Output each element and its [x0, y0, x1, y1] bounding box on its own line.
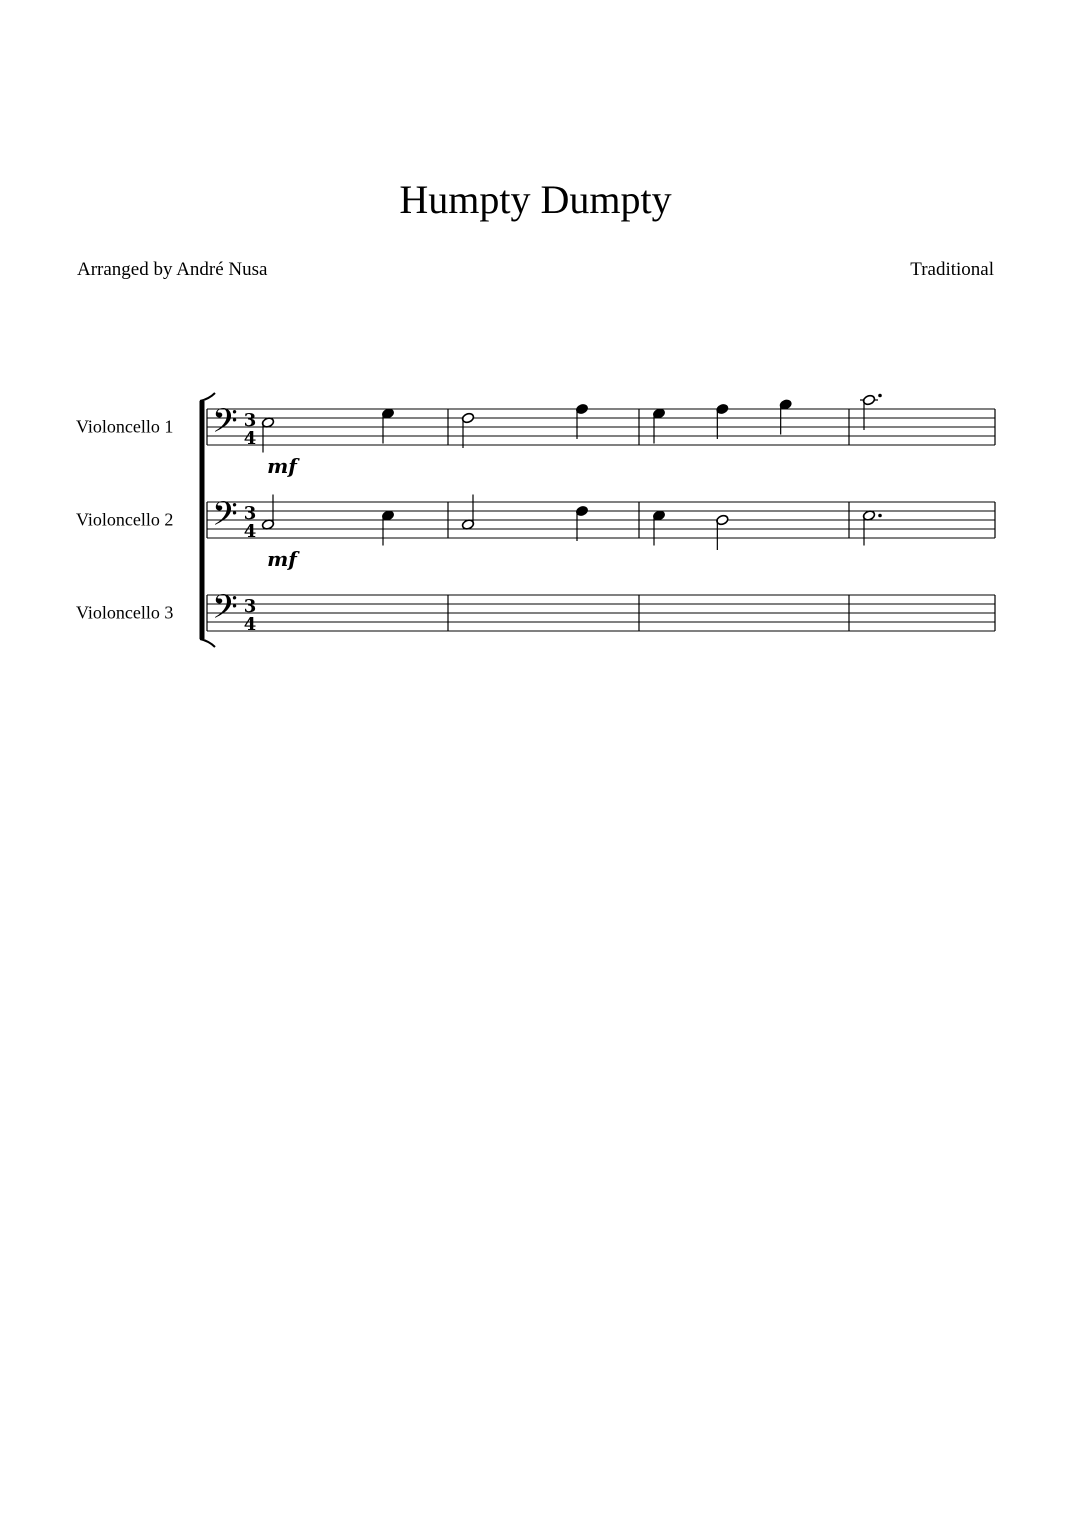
instrument-name: Violoncello 1 [76, 416, 174, 437]
bass-clef-icon: 𝄢 [212, 495, 238, 542]
time-signature-bottom: 4 [243, 521, 257, 543]
score-title: Humpty Dumpty [399, 177, 672, 222]
time-signature-top: 3 [243, 410, 257, 432]
bracket-top-hook [200, 393, 215, 401]
staff-1 [76, 394, 995, 478]
time-signature-top: 3 [243, 596, 257, 618]
time-signature-bottom: 4 [243, 614, 257, 636]
staff-2 [76, 495, 995, 572]
arranger-credit: Arranged by André Nusa [77, 259, 268, 280]
bracket-bottom-hook [200, 639, 215, 647]
augmentation-dot [878, 394, 882, 398]
bass-clef-icon: 𝄢 [212, 402, 238, 449]
system-1 [76, 393, 995, 647]
dynamic-marking: mf [267, 547, 297, 571]
composer-credit: Traditional [910, 259, 994, 280]
staff-3 [76, 589, 995, 635]
bass-clef-icon: 𝄢 [212, 588, 238, 635]
time-signature-bottom: 4 [243, 428, 257, 450]
dynamic-marking: mf [267, 454, 297, 478]
instrument-name: Violoncello 3 [76, 602, 174, 623]
instrument-name: Violoncello 2 [76, 509, 174, 530]
augmentation-dot [878, 514, 882, 518]
time-signature-top: 3 [243, 503, 257, 525]
